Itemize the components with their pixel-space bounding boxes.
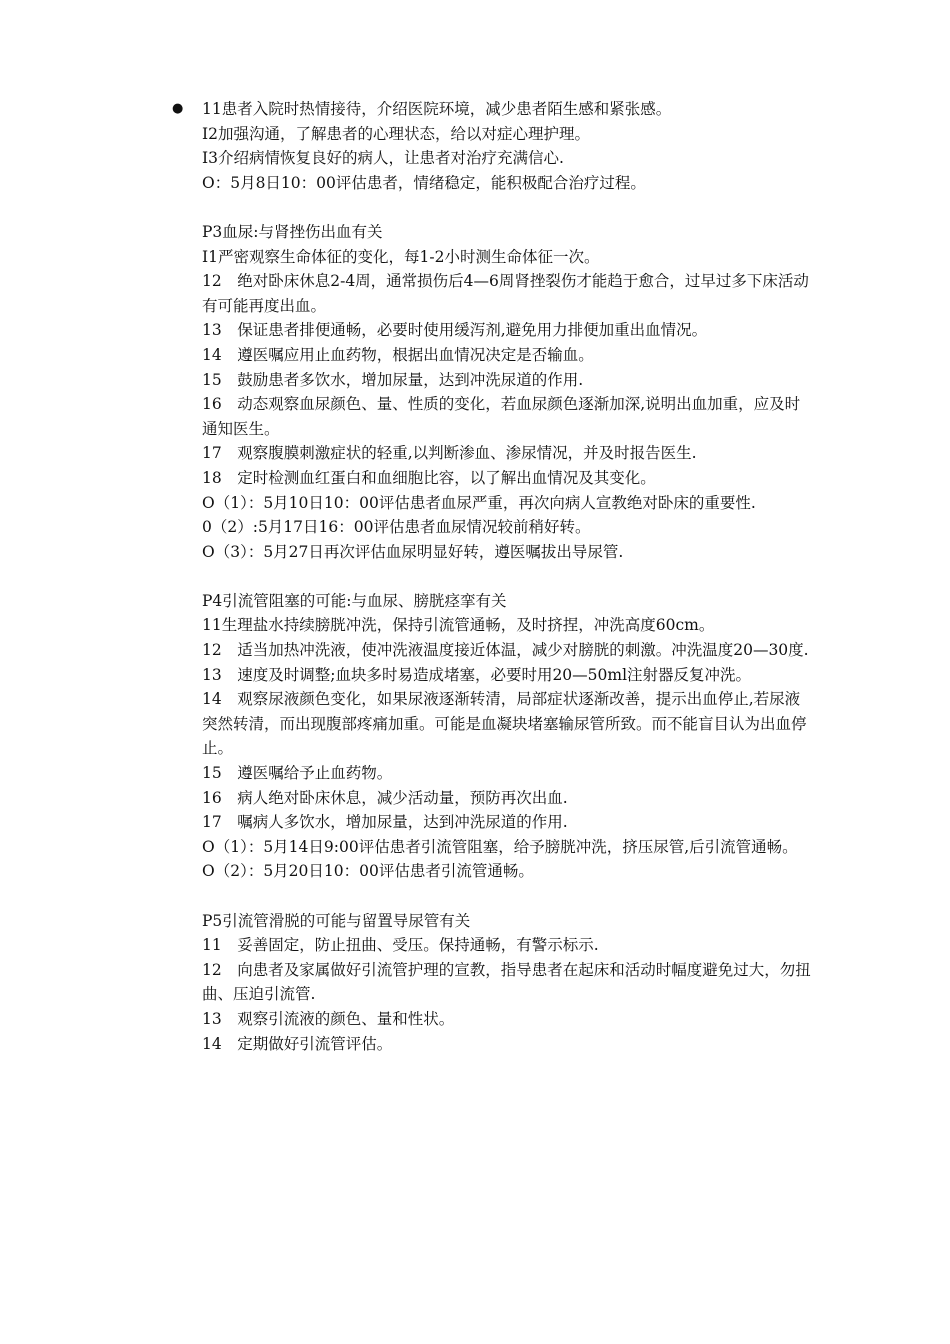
text-line: I2加强沟通，了解患者的心理状态，给以对症心理护理。 <box>202 124 590 143</box>
text-line: I3介绍病情恢复良好的病人，让患者对治疗充满信心. <box>202 149 564 168</box>
text-line: 17 观察腹膜刺激症状的轻重,以判断渗血、渗尿情况，并及时报告医生. <box>202 444 697 463</box>
paragraph-spacer <box>202 884 814 909</box>
text-line: 14 定期做好引流管评估。 <box>202 1034 393 1053</box>
text-line: 16 动态观察血尿颜色、量、性质的变化，若血尿颜色逐渐加深,说明出血加重，应及时通知医生。 <box>202 395 801 438</box>
text-line: 14 观察尿液颜色变化，如果尿液逐渐转清，局部症状逐渐改善，提示出血停止,若尿液突然转清，而出现腹部疼痛加重。可能是血凝块堵塞输尿管所致。而不能盲目认为出血停止。 <box>202 690 807 758</box>
section-heading: P4引流管阻塞的可能:与血尿、膀胱痉挛有关 <box>202 591 507 610</box>
text-line: O（1）：5月10日10：00评估患者血尿严重，再次向病人宣教绝对卧床的重要性. <box>202 493 756 512</box>
text-line: 11生理盐水持续膀胱冲洗，保持引流管通畅，及时挤捏，冲洗高度60cm。 <box>202 616 715 635</box>
paragraph-spacer <box>202 195 814 220</box>
bullet-icon: ● <box>172 101 184 116</box>
document-body <box>172 97 814 1056</box>
text-line: O：5月8日10：00评估患者，情绪稳定，能积极配合治疗过程。 <box>202 173 646 192</box>
section-heading: P3血尿:与肾挫伤出血有关 <box>202 222 383 241</box>
text-line: O（2）：5月20日10：00评估患者引流管通畅。 <box>202 862 534 881</box>
text-line: 11 妥善固定，防止扭曲、受压。保持通畅，有警示标示. <box>202 936 599 955</box>
text-line: 18 定时检测血红蛋白和血细胞比容，以了解出血情况及其变化。 <box>202 468 656 487</box>
text-line: 14 遵医嘱应用止血药物，根据出血情况决定是否输血。 <box>202 345 594 364</box>
text-line: 12 绝对卧床休息2-4周，通常损伤后4—6周肾挫裂伤才能趋于愈合，过早过多下床活动有可能再度出血。 <box>202 272 809 315</box>
text-line: I1严密观察生命体征的变化，每1-2小时测生命体征一次。 <box>202 247 600 266</box>
text-line: 15 遵医嘱给予止血药物。 <box>202 764 393 783</box>
text-line: O（1）：5月14日9:00评估患者引流管阻塞，给予膀胱冲洗，挤压尿管,后引流管通畅。 <box>202 837 798 856</box>
text-line: 16 病人绝对卧床休息，减少活动量，预防再次出血. <box>202 788 568 807</box>
bulleted-item <box>172 97 814 122</box>
text-line: 13 观察引流液的颜色、量和性状。 <box>202 1009 455 1028</box>
text-line: O（3）：5月27日再次评估血尿明显好转，遵医嘱拔出导尿管. <box>202 542 624 561</box>
text-line: 12 适当加热冲洗液，使冲洗液温度接近体温，减少对膀胱的刺激。冲洗温度20—30度. <box>202 641 809 660</box>
text-line: 15 鼓励患者多饮水，增加尿量，达到冲洗尿道的作用. <box>202 370 584 389</box>
text-line: 11患者入院时热情接待，介绍医院环境，减少患者陌生感和紧张感。 <box>202 100 672 118</box>
text-line: 12 向患者及家属做好引流管护理的宣教，指导患者在起床和活动时幅度避免过大，勿扭曲、压迫引流管. <box>202 960 811 1004</box>
paragraph-spacer <box>202 564 814 589</box>
text-line: 17 嘱病人多饮水，增加尿量，达到冲洗尿道的作用. <box>202 813 568 832</box>
section-heading: P5引流管滑脱的可能与留置导尿管有关 <box>202 911 471 930</box>
text-line: 0（2）:5月17日16：00评估患者血尿情况较前稍好转。 <box>202 518 591 537</box>
text-line: 13 保证患者排便通畅，必要时使用缓泻剂,避免用力排便加重出血情况。 <box>202 321 708 340</box>
text-line: 13 速度及时调整;血块多时易造成堵塞，必要时用20—50ml注射器反复冲洗。 <box>202 665 752 684</box>
